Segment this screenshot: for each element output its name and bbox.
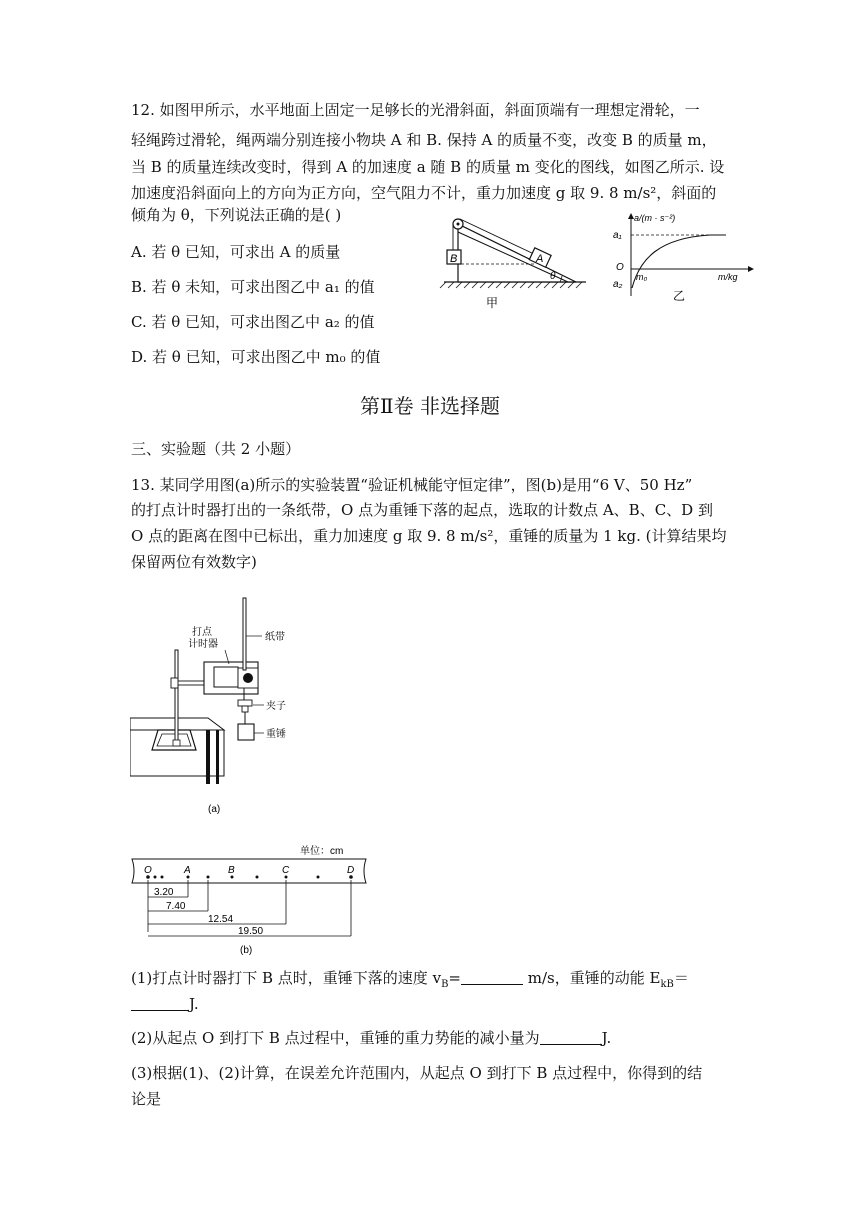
q13-sub2 [131,1028,611,1048]
answer-blank-ep[interactable] [540,1030,602,1045]
label-m0: m₀ [636,272,648,282]
caption-a: (a) [208,804,221,815]
label-a: A [536,253,544,265]
section-three-heading: 三、实验题（共 2 小题） [131,440,301,458]
q12-option-c: C. 若 θ 已知，可求出图乙中 a₂ 的值 [131,313,375,331]
sub1-text: (1)打点计时器打下 B 点时，重锤下落的速度 v [131,969,442,987]
label-timer-1: 打点 [192,627,212,638]
point-a: A [184,865,191,876]
q13-line-1: 13. 某同学用图(a)所示的实验装置“验证机械能守恒定律”，图(b)是用“6 V、50 Hz” [131,476,693,494]
label-b: B [450,253,458,265]
sub1-text-2: m/s，重锤的动能 E [523,969,661,987]
label-origin: O [616,262,624,273]
section-title: 第Ⅱ卷 非选择题 [360,394,500,418]
figure-jia [436,210,596,315]
label-timer-2: 计时器 [188,639,218,650]
q13-sub1-cont [131,994,199,1014]
sub1-unit: J. [189,995,199,1013]
q12-option-b: B. 若 θ 未知，可求出图乙中 a₁ 的值 [131,278,375,296]
sub1-subscript-b: B [441,979,449,990]
sub1-equals: = [448,969,461,987]
unit-label: 单位：cm [300,846,344,857]
distance-ob: 7.40 [166,901,186,912]
point-c: C [282,865,290,876]
label-a2: a₂ [613,279,623,290]
sub1-equals-2: ＝ [673,969,689,987]
axis-m: m/kg [718,272,738,282]
q13-sub3-line-1: (3)根据(1)、(2)计算，在误差允许范围内，从起点 O 到打下 B 点过程中，你得到的结 [131,1064,703,1082]
q13-line-4: 保留两位有效数字) [131,553,257,571]
distance-oa: 3.20 [154,887,174,898]
label-tape: 纸带 [265,632,285,643]
sub2-text: (2)从起点 O 到打下 B 点过程中，重锤的重力势能的减小量为 [131,1029,540,1047]
sub1-subscript-kb: kB [660,979,674,990]
q13-line-2: 的打点计时器打出的一条纸带，O 点为重锤下落的起点，选取的计数点 A、B、C、D 到 [131,501,713,519]
label-hammer: 重锤 [266,729,286,740]
label-theta: θ [550,271,556,282]
point-d: D [347,865,355,876]
figure-b [128,840,378,955]
label-a1: a₁ [613,230,622,241]
q13-line-3: O 点的距离在图中已标出，重力加速度 g 取 9. 8 m/s²，重锤的质量为 1 kg. (计算结果均 [131,527,727,545]
point-o: O [144,865,152,876]
distance-od: 19.50 [238,926,264,937]
q12-line-1: 12. 如图甲所示，水平地面上固定一足够长的光滑斜面，斜面顶端有一理想定滑轮，一 [131,101,700,119]
sub2-unit: J. [601,1029,612,1047]
q13-sub3-line-2: 论是 [131,1090,162,1108]
caption-yi: 乙 [673,289,686,303]
q12-line-2: 轻绳跨过滑轮，绳两端分别连接小物块 A 和 B. 保持 A 的质量不变，改变 B 的质量 m， [131,131,717,149]
q12-option-a: A. 若 θ 已知，可求出 A 的质量 [131,243,341,261]
figure-yi [610,208,760,308]
axis-a: a/(m · s⁻²) [634,213,676,223]
q12-option-d: D. 若 θ 已知，可求出图乙中 m₀ 的值 [131,348,381,366]
q12-line-3: 当 B 的质量连续改变时，得到 A 的加速度 a 随 B 的质量 m 变化的图线，如图乙所示. 设 [131,158,725,176]
label-clip: 夹子 [266,701,286,712]
q13-sub1 [131,968,689,995]
answer-blank-ekb[interactable] [131,996,189,1011]
q12-line-4: 加速度沿斜面向上的方向为正方向，空气阻力不计，重力加速度 g 取 9. 8 m/s²，斜面的 [131,184,717,202]
caption-b: (b) [240,945,253,955]
q12-line-5: 倾角为 θ，下列说法正确的是( ) [131,206,342,224]
point-b: B [228,865,235,876]
distance-oc: 12.54 [208,914,234,925]
answer-blank-vb[interactable] [461,970,523,985]
caption-jia: 甲 [486,296,499,310]
figure-a [130,590,330,820]
